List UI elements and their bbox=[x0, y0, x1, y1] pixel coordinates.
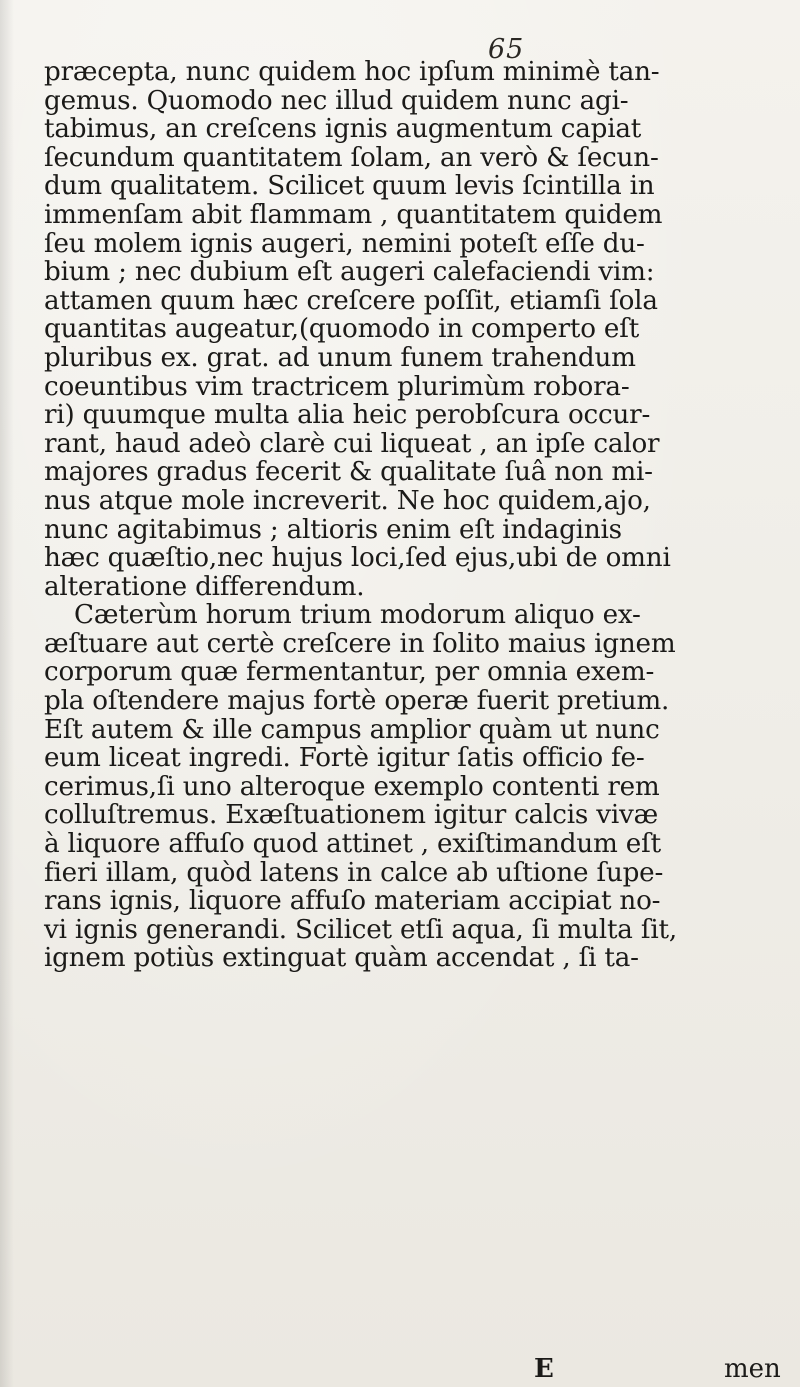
text-line: pla oſtendere majus fortè operæ fuerit pretium. bbox=[44, 686, 670, 717]
text-line: hæc quæſtio,nec hujus loci,ſed ejus,ubi de omni bbox=[44, 543, 671, 574]
text-line: æſtuare aut certè creſcere in ſolito maius ignem bbox=[44, 628, 676, 659]
text-line: gemus. Quomodo nec illud quidem nunc agi- bbox=[44, 85, 629, 116]
text-line: immenſam abit flammam , quantitatem quidem bbox=[44, 199, 663, 230]
gutter-shadow bbox=[0, 0, 14, 1387]
text-line: eum liceat ingredi. Fortè igitur ſatis officio fe- bbox=[44, 743, 645, 774]
page-number: 65 bbox=[488, 34, 525, 65]
page-footer bbox=[0, 1354, 800, 1384]
text-line: alteratione differendum. bbox=[44, 571, 365, 602]
text-line: majores gradus fecerit & qualitate ſuâ non mi- bbox=[44, 457, 653, 488]
paragraph-start-line: Cæterùm horum trium modorum aliquo ex- bbox=[74, 600, 641, 631]
text-line: præcepta, nunc quidem hoc ipſum minimè tan- bbox=[44, 57, 660, 87]
text-line: rant, haud adeò clarè cui liqueat , an ipſe calor bbox=[44, 428, 660, 459]
text-line: cerimus,ſi uno alteroque exemplo contenti rem bbox=[44, 771, 660, 802]
body-text bbox=[44, 58, 784, 973]
catchword: men bbox=[724, 1354, 781, 1384]
text-line: pluribus ex. grat. ad unum funem trahendum bbox=[44, 342, 636, 373]
text-line: fieri illam, quòd latens in calce ab uſtione ſupe- bbox=[44, 857, 664, 888]
text-line: vi ignis generandi. Scilicet etſi aqua, ſi multa ſit, bbox=[44, 914, 677, 945]
text-line: quantitas augeatur,(quomodo in comperto eſt bbox=[44, 314, 640, 345]
text-line: tabimus, an creſcens ignis augmentum capiat bbox=[44, 114, 642, 145]
text-line: attamen quum hæc creſcere poſſit, etiamſi ſola bbox=[44, 285, 658, 316]
text-line: rans ignis, liquore affuſo materiam accipiat no- bbox=[44, 886, 661, 917]
text-line: coeuntibus vim tractricem plurimùm robora- bbox=[44, 371, 630, 402]
signature-mark: E bbox=[534, 1354, 554, 1384]
text-line: dum qualitatem. Scilicet quum levis ſcintilla in bbox=[44, 171, 655, 202]
text-line: corporum quæ fermentantur, per omnia exem- bbox=[44, 657, 655, 688]
text-line: nunc agitabimus ; altioris enim eſt indaginis bbox=[44, 514, 622, 545]
text-line: à liquore affuſo quod attinet , exiſtimandum eſt bbox=[44, 829, 661, 860]
text-line: ſeu molem ignis augeri, nemini poteſt eſſe du- bbox=[44, 228, 645, 259]
text-line: nus atque mole increverit. Ne hoc quidem,ajo, bbox=[44, 485, 651, 516]
text-line: Eſt autem & ille campus amplior quàm ut nunc bbox=[44, 714, 660, 745]
text-line: ri) quumque multa alia heic perobſcura occur- bbox=[44, 400, 651, 431]
text-line: bium ; nec dubium eſt augeri calefaciendi vim: bbox=[44, 257, 655, 288]
text-line: ſecundum quantitatem ſolam, an verò & ſecun- bbox=[44, 142, 659, 173]
text-line: colluſtremus. Exæſtuationem igitur calcis vivæ bbox=[44, 800, 659, 831]
text-line: ignem potiùs extinguat quàm accendat , ſi ta- bbox=[44, 943, 639, 974]
